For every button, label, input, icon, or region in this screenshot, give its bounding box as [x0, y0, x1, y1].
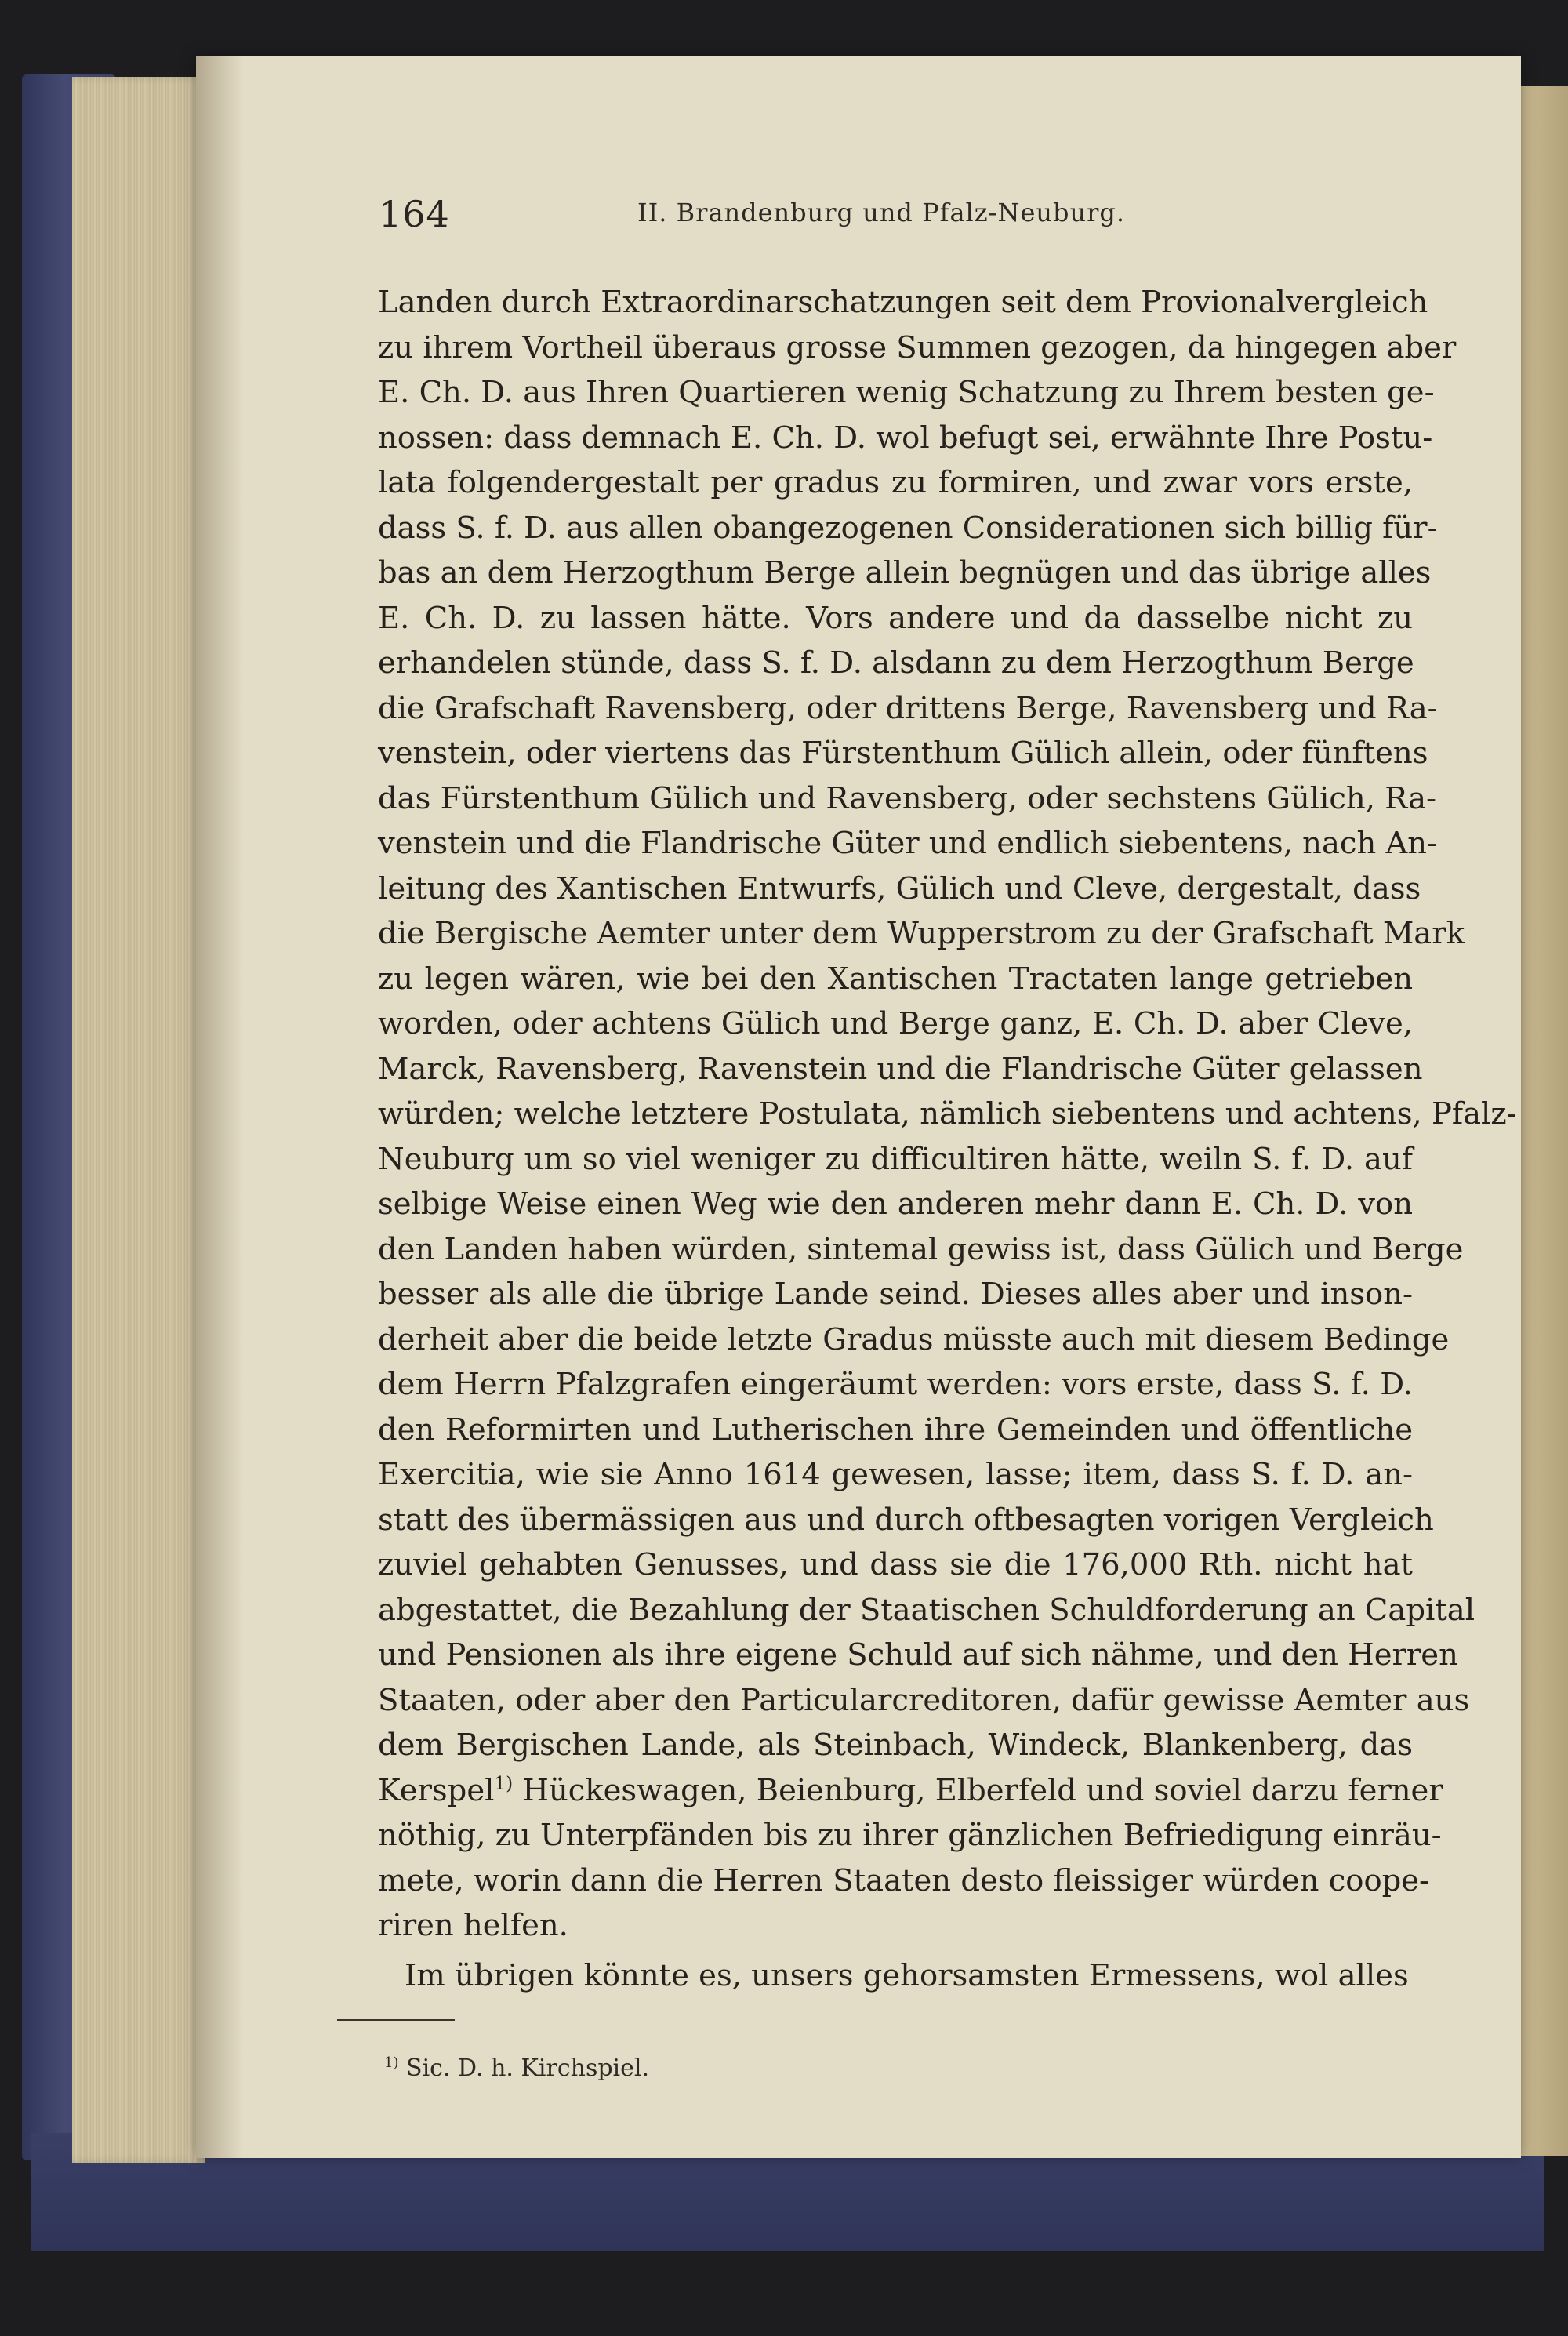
- text-line: nossen: dass demnach E. Ch. D. wol befugt sei, erwähnte Ihre Postu-: [378, 420, 1433, 456]
- text-line: Staaten, oder aber den Particularcreditoren, dafür gewisse Aemter aus: [378, 1682, 1470, 1718]
- text-line: worden, oder achtens Gülich und Berge ganz, E. Ch. D. aber Cleve,: [378, 1006, 1413, 1041]
- text-line: zu legen wären, wie bei den Xantischen Tractaten lange getrieben: [378, 961, 1413, 997]
- footnote-text: Sic. D. h. Kirchspiel.: [398, 2054, 650, 2082]
- text-line: zuviel gehabten Genusses, und dass sie die 176,000 Rth. nicht hat: [378, 1547, 1413, 1582]
- text-line: E. Ch. D. zu lassen hätte. Vors andere und da dasselbe nicht zu: [378, 600, 1413, 636]
- book-page: [196, 56, 1521, 2158]
- text-line: dass S. f. D. aus allen obangezogenen Considerationen sich billig für-: [378, 510, 1438, 546]
- text-line: dem Herrn Pfalzgrafen eingeräumt werden: vors erste, dass S. f. D.: [378, 1367, 1413, 1402]
- text-line: venstein, oder viertens das Fürstenthum Gülich allein, oder fünftens: [378, 736, 1428, 771]
- page-edges: [72, 77, 205, 2163]
- text-line: Exercitia, wie sie Anno 1614 gewesen, lasse; item, dass S. f. D. an-: [378, 1457, 1413, 1492]
- text-line: den Landen haben würden, sintemal gewiss ist, dass Gülich und Berge: [378, 1231, 1464, 1267]
- text-line: riren helfen.: [378, 1908, 568, 1943]
- text-line: mete, worin dann die Herren Staaten desto fleissiger würden coope-: [378, 1862, 1430, 1898]
- text-line: abgestattet, die Bezahlung der Staatischen Schuldforderung an Capital: [378, 1592, 1475, 1628]
- text-line: nöthig, zu Unterpfänden bis zu ihrer gänzlichen Befriedigung einräu-: [378, 1818, 1442, 1853]
- text-line: erhandelen stünde, dass S. f. D. alsdann zu dem Herzogthum Berge: [378, 645, 1414, 681]
- running-head: II. Brandenburg und Pfalz-Neuburg.: [637, 198, 1126, 227]
- text-line: würden; welche letztere Postulata, nämlich siebentens und achtens, Pfalz-: [378, 1096, 1517, 1132]
- text-line: statt des übermässigen aus und durch oftbesagten vorigen Vergleich: [378, 1502, 1434, 1538]
- text-line: dem Bergischen Lande, als Steinbach, Windeck, Blankenberg, das: [378, 1727, 1413, 1763]
- gutter-shadow: [196, 56, 243, 2158]
- text-line: Landen durch Extraordinarschatzungen seit dem Provionalvergleich: [378, 285, 1428, 320]
- text-line: die Grafschaft Ravensberg, oder drittens Berge, Ravensberg und Ra-: [378, 690, 1438, 726]
- text-line: und Pensionen als ihre eigene Schuld auf sich nähme, und den Herren: [378, 1637, 1458, 1673]
- text-line: lata folgendergestalt per gradus zu formiren, und zwar vors erste,: [378, 465, 1413, 500]
- text-line: das Fürstenthum Gülich und Ravensberg, oder sechstens Gülich, Ra-: [378, 780, 1437, 816]
- footnote-divider: [337, 2019, 455, 2021]
- text-line: besser als alle die übrige Lande seind. Dieses alles aber und inson-: [378, 1277, 1413, 1312]
- text-line: derheit aber die beide letzte Gradus müsste auch mit diesem Bedinge: [378, 1321, 1450, 1357]
- footnote-reference: 1): [494, 1773, 514, 1794]
- text-line: venstein und die Flandrische Güter und endlich siebentens, nach An-: [378, 826, 1438, 861]
- text-line: leitung des Xantischen Entwurfs, Gülich und Cleve, dergestalt, dass: [378, 870, 1421, 906]
- footnote-marker: 1): [384, 2054, 399, 2072]
- text-line-with-footnote-ref: [378, 1768, 1443, 1814]
- text-segment: Kerspel: [378, 1772, 495, 1808]
- text-line: zu ihrem Vortheil überaus grosse Summen gezogen, da hingegen aber: [378, 329, 1457, 365]
- text-line: E. Ch. D. aus Ihren Quartieren wenig Schatzung zu Ihrem besten ge-: [378, 375, 1435, 410]
- text-line: bas an dem Herzogthum Berge allein begnügen und das übrige alles: [378, 555, 1432, 590]
- body-text: [378, 280, 1517, 1998]
- text-segment: Hückeswagen, Beienburg, Elberfeld und soviel darzu ferner: [513, 1772, 1443, 1808]
- text-line: den Reformirten und Lutherischen ihre Gemeinden und öffentliche: [378, 1411, 1413, 1448]
- footnote: [384, 2054, 649, 2082]
- text-line: Neuburg um so viel weniger zu difficultiren hätte, weiln S. f. D. auf: [378, 1141, 1413, 1177]
- page-number: 164: [379, 193, 450, 235]
- page-header: [379, 188, 1351, 251]
- text-line: die Bergische Aemter unter dem Wupperstrom zu der Grafschaft Mark: [378, 916, 1465, 951]
- paragraph-start-line: Im übrigen könnte es, unsers gehorsamsten Ermessens, wol alles: [405, 1957, 1409, 1993]
- text-line: Marck, Ravensberg, Ravenstein und die Flandrische Güter gelassen: [378, 1051, 1423, 1087]
- text-line: selbige Weise einen Weg wie den anderen mehr dann E. Ch. D. von: [378, 1186, 1413, 1222]
